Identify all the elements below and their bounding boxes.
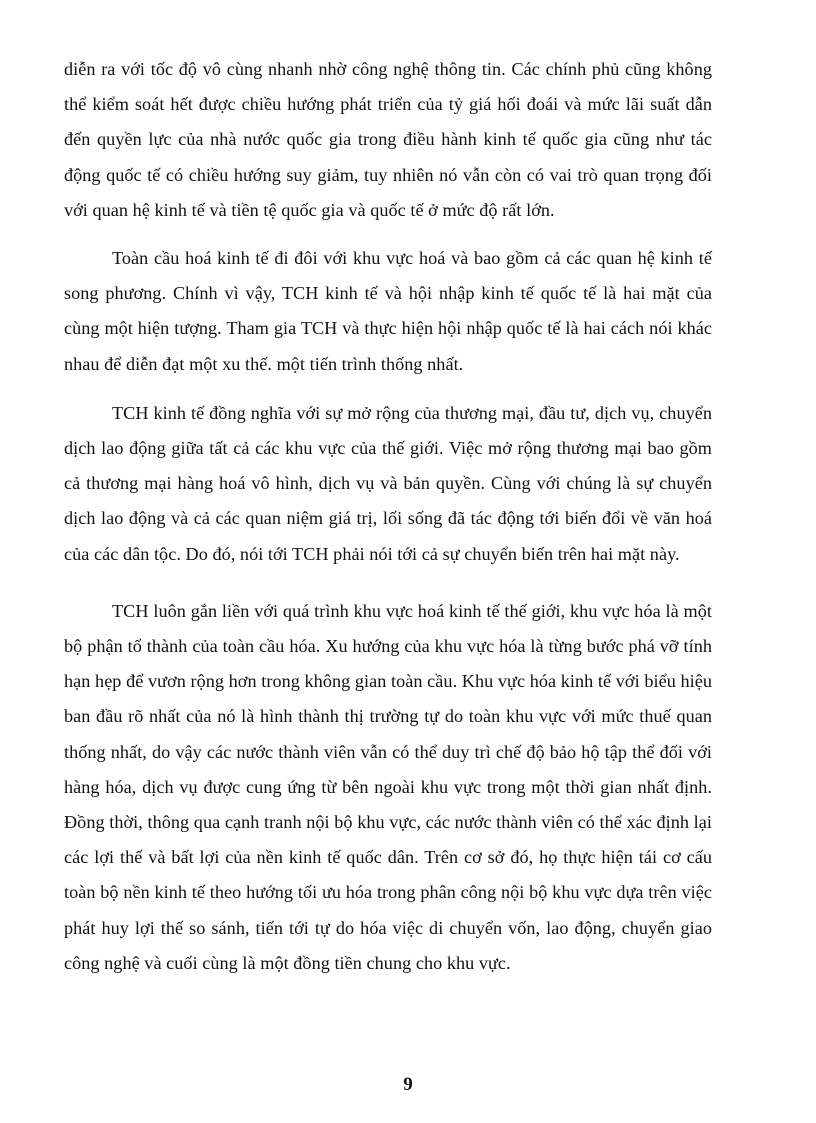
document-page	[64, 52, 712, 981]
paragraph-regionalization-process: TCH luôn gắn liền với quá trình khu vực hoá kinh tế thế giới, khu vực hóa là một bộ phận tổ thành của toàn cầu hóa. Xu hướng của khu vực hóa là từng bước phá vỡ tính hạn hẹp để vươn rộng hơn trong không gian toàn cầu. Khu vực hóa kinh tế với biểu hiệu ban đầu rõ nhất của nó là hình thành thị trường tự do toàn khu vực với mức thuế quan thống nhất, do vậy các nước thành viên vẫn có thể duy trì chế độ bảo hộ tập thể đối với hàng hóa, dịch vụ được cung ứng từ bên ngoài khu vực trong một thời gian nhất định. Đồng thời, thông qua cạnh tranh nội bộ khu vực, các nước thành viên có thể xác định lại các lợi thế và bất lợi của nền kinh tế quốc dân. Trên cơ sở đó, họ thực hiện tái cơ cấu toàn bộ nền kinh tế theo hướng tối ưu hóa trong phân công nội bộ khu vực dựa trên việc phát huy lợi thế so sánh, tiến tới tự do hóa việc di chuyển vốn, lao động, chuyển giao công nghệ và cuối cùng là một đồng tiền chung cho khu vực.	[64, 600, 712, 973]
paragraph-globalization-regionalization: Toàn cầu hoá kinh tế đi đôi với khu vực hoá và bao gồm cả các quan hệ kinh tế song phương. Chính vì vậy, TCH kinh tế và hội nhập kinh tế quốc tế là hai mặt của cùng một hiện tượng. Tham gia TCH và thực hiện hội nhập quốc tế là hai cách nói khác nhau để diễn đạt một xu thế. một tiến trình thống nhất.	[64, 248, 712, 374]
page-number: 9	[403, 1074, 413, 1095]
paragraph-continuation: diễn ra với tốc độ vô cùng nhanh nhờ công nghệ thông tin. Các chính phủ cũng không thể kiểm soát hết được chiều hướng phát triển của tỷ giá hối đoái và mức lãi suất dẫn đến quyền lực của nhà nước quốc gia trong điều hành kinh tế quốc gia cũng như tác động quốc tế có chiều hướng suy giảm, tuy nhiên nó vẫn còn có vai trò quan trọng đối với quan hệ kinh tế và tiền tệ quốc gia và quốc tế ở mức độ rất lớn.	[64, 59, 712, 220]
paragraph-tch-economic-expansion: TCH kinh tế đồng nghĩa với sự mở rộng của thương mại, đầu tư, dịch vụ, chuyển dịch lao động giữa tất cả các khu vực của thế giới. Việc mở rộng thương mại bao gồm cả thương mại hàng hoá vô hình, dịch vụ và bản quyền. Cùng với chúng là sự chuyển dịch lao động và cả các quan niệm giá trị, lối sống đã tác động tới biến đổi về văn hoá của các dân tộc. Do đó, nói tới TCH phải nói tới cả sự chuyển biến trên hai mặt này.	[64, 402, 712, 564]
